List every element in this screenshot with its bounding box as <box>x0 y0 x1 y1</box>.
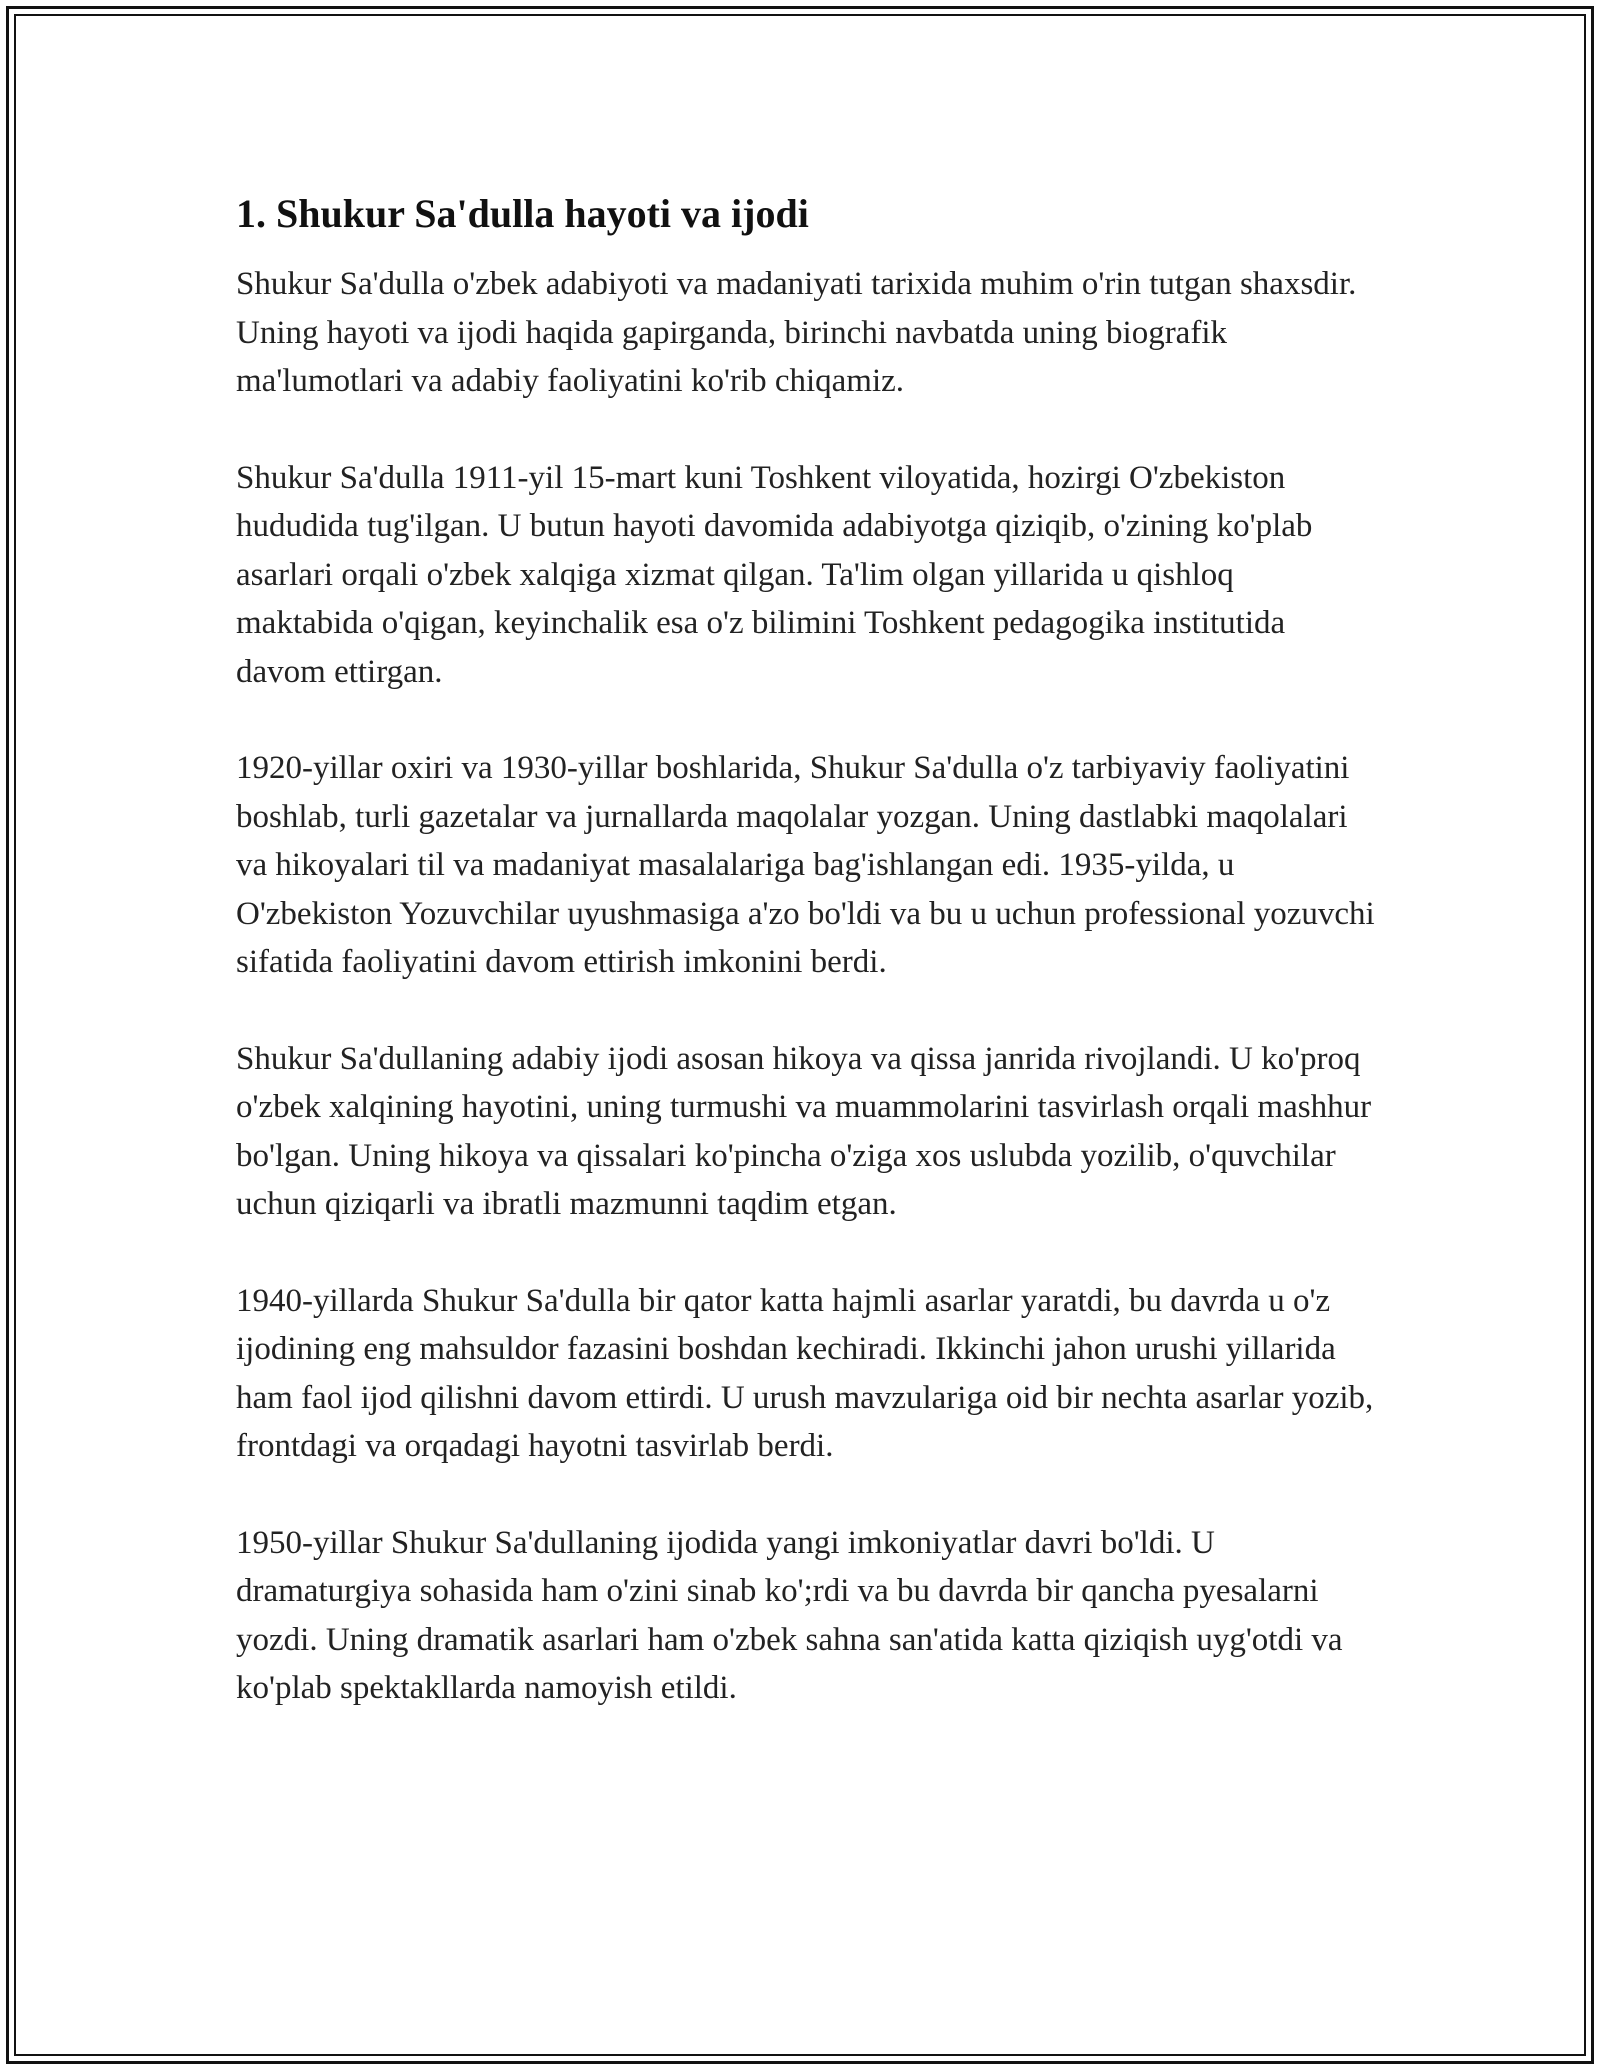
paragraph-1950s: 1950-yillar Shukur Sa'dullaning ijodida yangi imkoniyatlar davri bo'ldi. U dramaturgiya sohasida ham o'zini sinab ko';rdi va bu davrda bir qancha pyesalarni yozdi. Uning dramatik asarlari ham o'zbek sahna san'atida katta qiziqish uyg'otdi va ko'plab spektakllarda namoyish etildi. <box>236 1524 1343 1706</box>
document-body <box>236 190 1376 1761</box>
paragraph-early-career: 1920-yillar oxiri va 1930-yillar boshlarida, Shukur Sa'dulla o'z tarbiyaviy faoliyatini boshlab, turli gazetalar va jurnallarda maqolalar yozgan. Uning dastlabki maqolalari va hikoyalari til va madaniyat masalalariga bag'ishlangan edi. 1935-yilda, u O'zbekiston Yozuvchilar uyushmasiga a'zo bo'ldi va bu u uchun professional yozuvchi sifatida faoliyatini davom ettirish imkonini berdi. <box>236 750 1375 980</box>
section-title: 1. Shukur Sa'dulla hayoti va ijodi <box>236 191 809 236</box>
paragraph-intro: Shukur Sa'dulla o'zbek adabiyoti va madaniyati tarixida muhim o'rin tutgan shaxsdir. Uning hayoti va ijodi haqida gapirganda, birinchi navbatda uning biografik ma'lumotlari va adabiy faoliyatini ko'rib chiqamiz. <box>236 266 1357 399</box>
paragraph-birth: Shukur Sa'dulla 1911-yil 15-mart kuni Toshkent viloyatida, hozirgi O'zbekiston hududida tug'ilgan. U butun hayoti davomida adabiyotga qiziqib, o'zining ko'plab asarlari orqali o'zbek xalqiga xizmat qilgan. Ta'lim olgan yillarida u qishloq maktabida o'qigan, keyinchalik esa o'z bilimini Toshkent pedagogika institutida davom ettirgan. <box>236 459 1313 690</box>
paragraph-1940s: 1940-yillarda Shukur Sa'dulla bir qator katta hajmli asarlar yaratdi, bu davrda u o'z ijodining eng mahsuldor fazasini boshdan kechiradi. Ikkinchi jahon urushi yillarida ham faol ijod qilishni davom ettirdi. U urush mavzulariga oid bir nechta asarlar yozib, frontdagi va orqadagi hayotni tasvirlab berdi. <box>236 1282 1374 1464</box>
paragraph-literary-work: Shukur Sa'dullaning adabiy ijodi asosan hikoya va qissa janrida rivojlandi. U ko'proq o'zbek xalqining hayotini, uning turmushi va muammolarini tasvirlash orqali mashhur bo'lgan. Uning hikoya va qissalari ko'pincha o'ziga xos uslubda yozilib, o'quvchilar uchun qiziqarli va ibratli mazmunni taqdim etgan. <box>236 1040 1372 1222</box>
